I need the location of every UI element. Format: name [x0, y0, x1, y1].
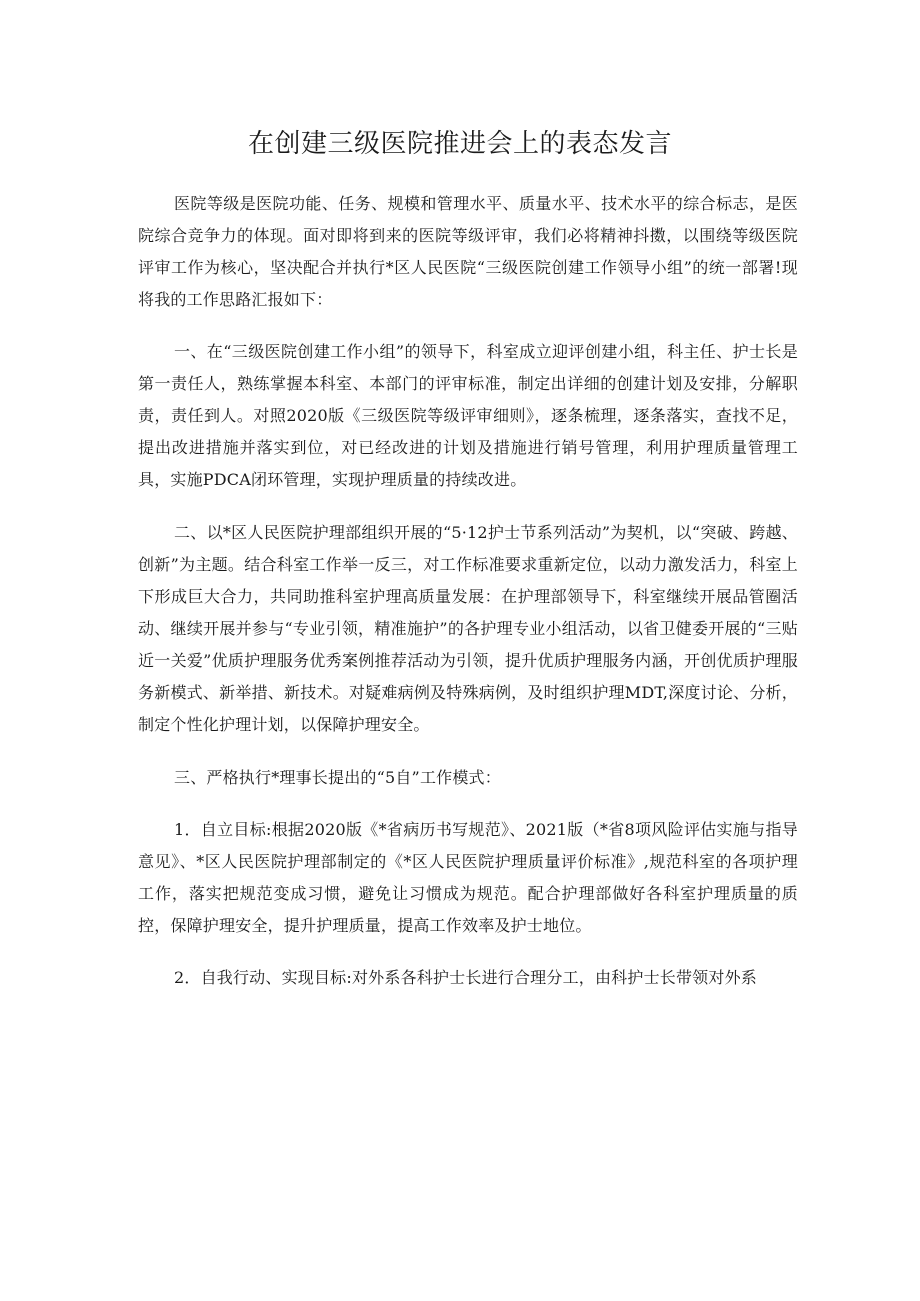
paragraph-section-three: 三、严格执行*理事长提出的“5自”工作模式： [174, 768, 501, 787]
paragraph-item-one: 1．自立目标:根据2020版《*省病历书写规范》、2021版（*省8项风险评估实施与指导意见》、*区人民医院护理部制定的《*区人民医院护理质量评价标准》,规范科室的各项护理工作，落实把规范变成习惯，避免让习惯成为规范。配合护理部做好各科室护理质量的质控，保障护理安全，提升护理质量，提高工作效率及护士地位。 [138, 820, 798, 935]
document-title: 在创建三级医院推进会上的表态发言 [247, 129, 672, 159]
paragraph-intro: 医院等级是医院功能、任务、规模和管理水平、质量水平、技术水平的综合标志，是医院综合竞争力的体现。面对即将到来的医院等级评审，我们必将精神抖擞，以围绕等级医院评审工作为核心，坚决配合并执行*区人民医院“三级医院创建工作领导小组”的统一部署!现将我的工作思路汇报如下： [138, 194, 798, 309]
paragraph-section-two: 二、以*区人民医院护理部组织开展的“5·12护士节系列活动”为契机，以“突破、跨越、创新”为主题。结合科室工作举一反三，对工作标准要求重新定位，以动力激发活力，科室上下形成巨大合力，共同助推科室护理高质量发展：在护理部领导下，科室继续开展品管圈活动、继续开展并参与“专业引领，精准施护”的各护理专业小组活动，以省卫健委开展的“三贴近一关爱”优质护理服务优秀案例推荐活动为引领，提升优质护理服务内涵，开创优质护理服务新模式、新举措、新技术。对疑难病例及特殊病例，及时组织护理MDT,深度讨论、分析，制定个性化护理计划，以保障护理安全。 [138, 523, 798, 734]
document-body [138, 188, 798, 994]
paragraph-item-two: 2．自我行动、实现目标:对外系各科护士长进行合理分工，由科护士长带领对外系 [174, 968, 757, 987]
paragraph-section-one: 一、在“三级医院创建工作小组”的领导下，科室成立迎评创建小组，科主任、护士长是第一责任人，熟练掌握本科室、本部门的评审标准，制定出详细的创建计划及安排，分解职责，责任到人。对照2020版《三级医院等级评审细则》，逐条梳理，逐条落实，查找不足，提出改进措施并落实到位，对已经改进的计划及措施进行销号管理，利用护理质量管理工具，实施PDCA闭环管理，实现护理质量的持续改进。 [138, 342, 798, 489]
